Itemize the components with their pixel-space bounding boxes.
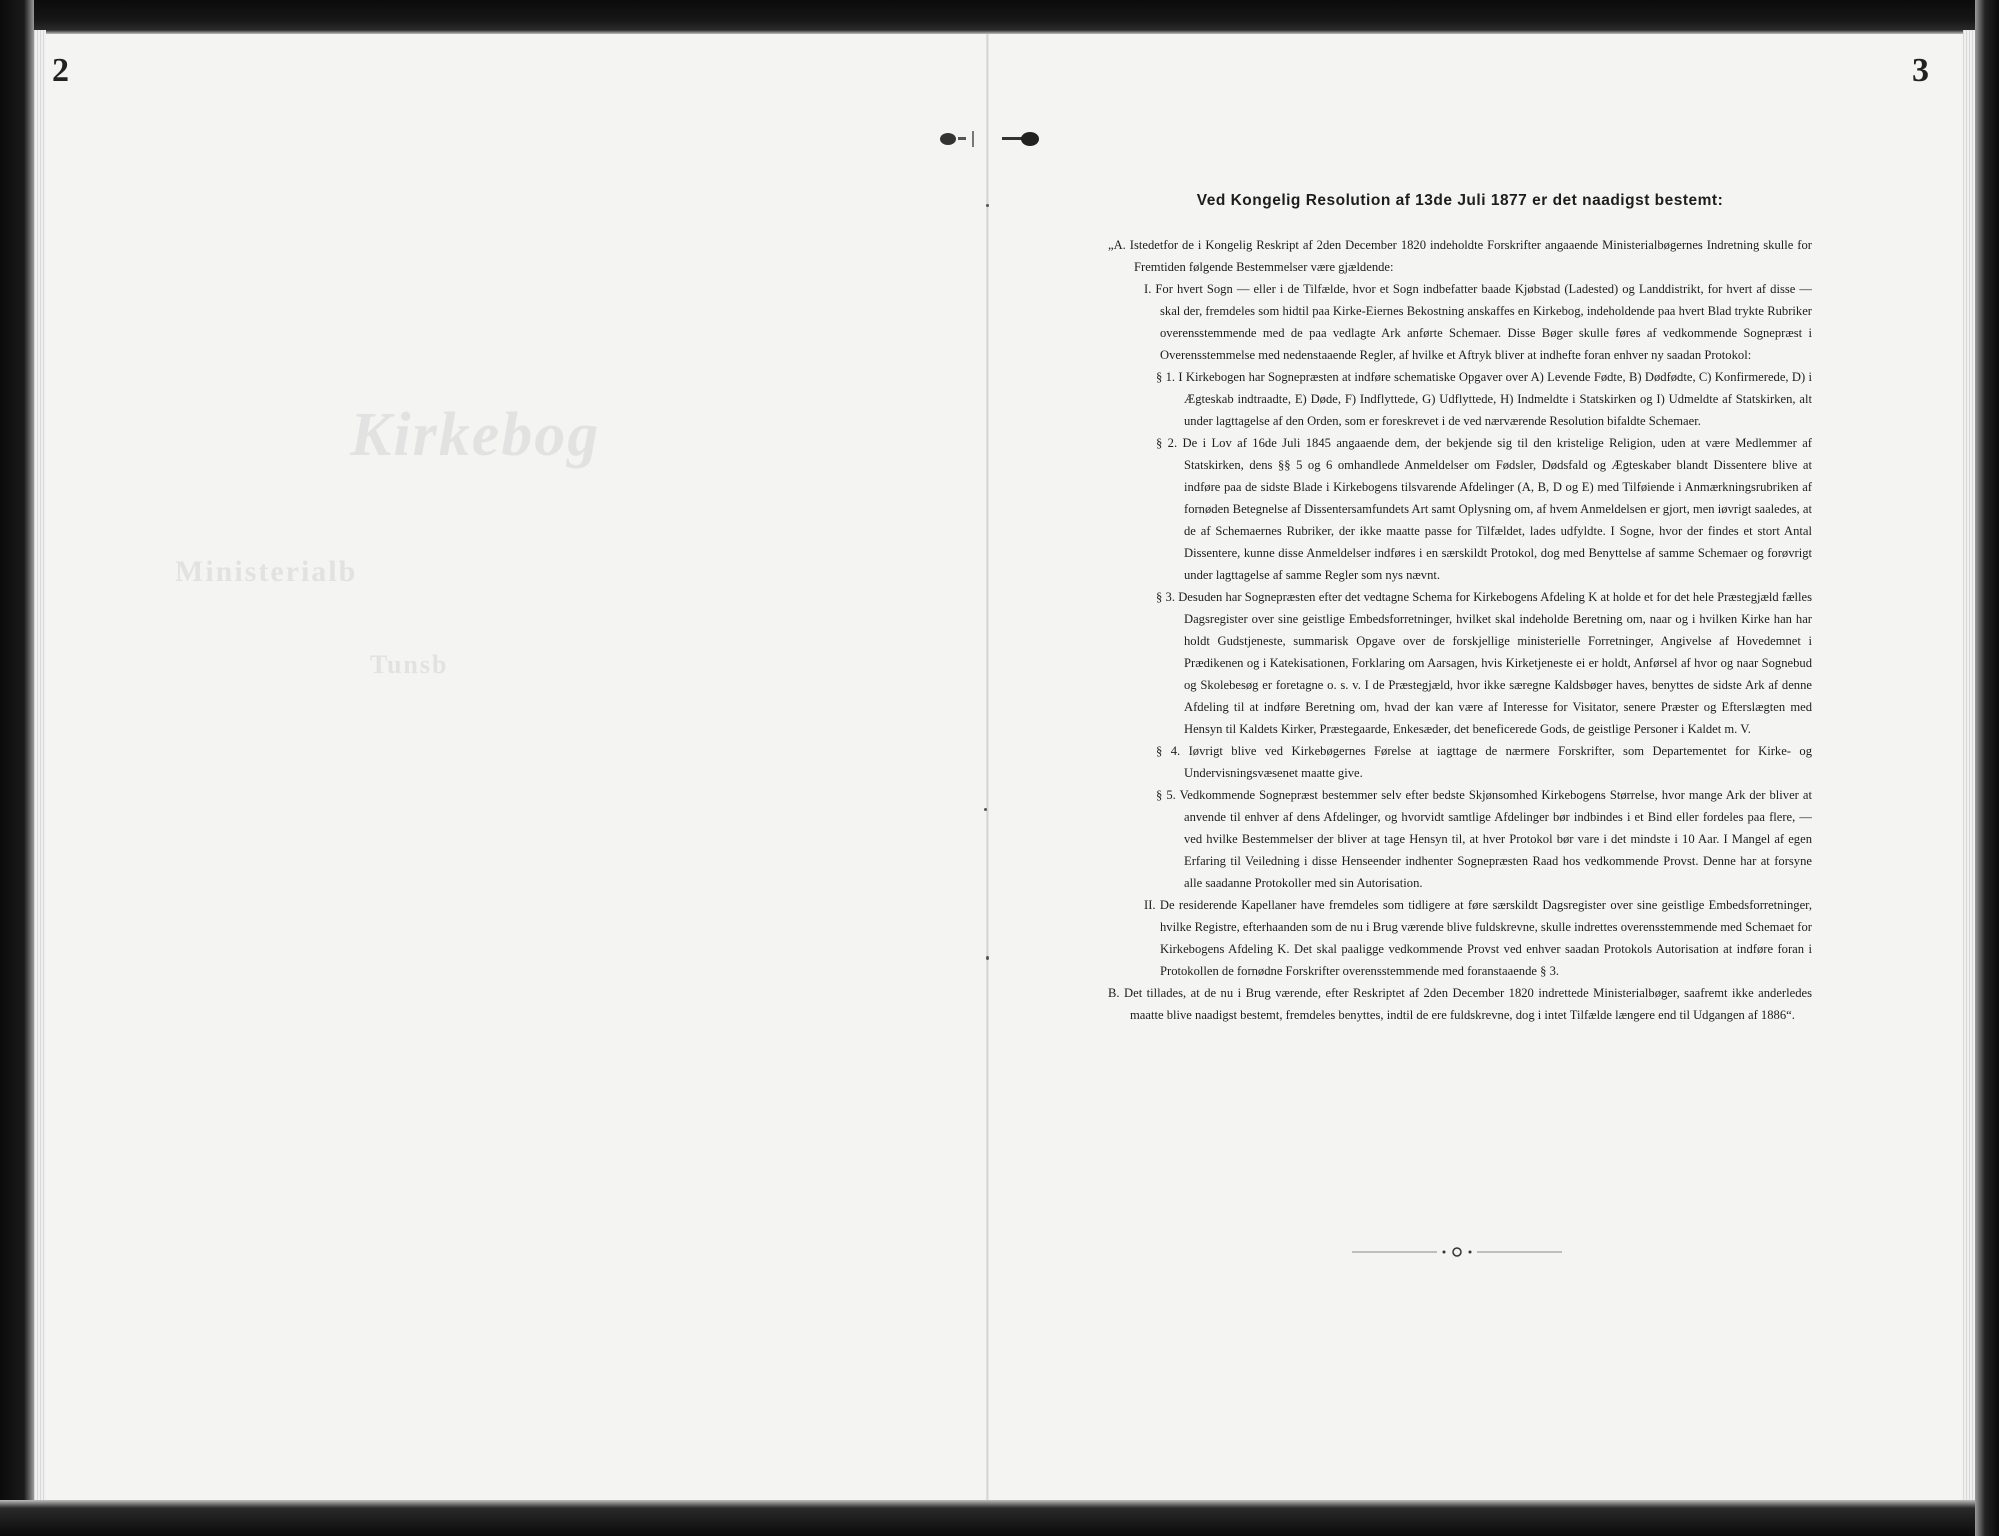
closing-ornament-icon bbox=[1352, 1244, 1562, 1260]
book-gutter bbox=[986, 34, 989, 1500]
section-a: „A. Istedetfor de i Kongelig Reskript af 2den December 1820 indeholdte Forskrifter angaaende Ministerialbøgernes Indretning skulle for Fremtiden følgende Bestemmelser være gjældende: bbox=[1108, 238, 1812, 274]
paragraph-4: § 4. Iøvrigt blive ved Kirkebøgernes Førelse at iagttage de nærmere Forskrifter, som Departementet for Kirke- og Undervisningsvæsenet maatte give. bbox=[1156, 744, 1812, 780]
paragraph-5: § 5. Vedkommende Sognepræst bestemmer selv efter bedste Skjønsomhed Kirkebogens Størrelse, hvor mange Ark der bliver at anvende til enhver af dens Afdelinger, og hvorvidt samtlige Afdelinger bør indbindes i et Bind eller fordeles paa flere, — ved hvilke Bestemmelser der bliver at tage Hensyn til, at hver Protokol bør vare i det mindste i 10 Aar. I Mangel af egen Erfaring til Veiledning i disse Henseender indhenter Sognepræsten Raad hos vedkommende Provst. Denne har at forsyne alle saadanne Protokoller med sin Autorisation. bbox=[1156, 788, 1812, 890]
scan-border-top bbox=[0, 0, 1999, 34]
resolution-heading: Ved Kongelig Resolution af 13de Juli 1877 er det naadigst bestemt: bbox=[1196, 192, 1724, 209]
paragraph-2: § 2. De i Lov af 16de Juli 1845 angaaende dem, der bekjende sig til den kristelige Religion, uden at være Medlemmer af Statskirken, dens §§ 5 og 6 omhandlede Anmeldelser om Fødsler, Dødsfald og Ægteskaber blandt Dissentere blive at indføre paa de sidste Blade i Kirkebogens tilsvarende Afdelinger (A, B, D og E) med Tilføiende i Anmærkningsrubriken af fornøden Betegnelse af Dissentersamfundets Art samt Oplysning om, af hvem Anmeldelsen er gjort, men iøvrigt saaledes, at de af Schemaernes Rubriker, der ikke maatte passe for Tilfældet, lades udfyldte. I Sogne, hvor der findes et stort Antal Dissentere, kunne disse Anmeldelser indføres i en særskildt Protokol, dog med Benyttelse af samme Schemaer og forøvrigt under lagttagelse af samme Regler som nys nævnt. bbox=[1156, 436, 1812, 582]
bleed-through-title: Kirkebog bbox=[350, 401, 601, 469]
scan-border-left bbox=[0, 0, 34, 1536]
right-page-stack bbox=[1963, 30, 1975, 1500]
bleed-through-line-1: Ministerialb bbox=[175, 555, 358, 588]
paragraph-3: § 3. Desuden har Sognepræsten efter det vedtagne Schema for Kirkebogens Afdeling K at holde et for det hele Præstegjæld fælles Dagsregister over sine geistlige Embedsforretninger, hvilket skal indeholde Beretning om, naar og i hvilken Kirke han har holdt Gudstjeneste, summarisk Opgave over de forskjellige ministerielle Forretninger, Angivelse af Hovedemnet i Prædikenen og i Katekisationen, Forklaring om Aarsagen, hvis Kirketjeneste ei er holdt, Anførsel af hvor og naar Sognebud og Skolebesøg er foretagne o. s. v. I de Præstegjæld, hvor ikke særegne Kaldsbøger haves, benyttes de sidste Ark af denne Afdeling til at indføre Beretning om, hvad der kan være af Interesse for Visitator, senere Præster og Efterslægten med Hensyn til Kaldets Kirker, Præstegaarde, Enkesæder, det beneficerede Gods, de geistlige Personer i Kaldet m. V. bbox=[1156, 590, 1812, 736]
left-page-stack bbox=[34, 30, 46, 1500]
paragraph-1: § 1. I Kirkebogen har Sognepræsten at indføre schematiske Opgaver over A) Levende Fødte, B) Dødfødte, C) Konfirmerede, D) i Ægteskab indtraadte, E) Døde, F) Indflyttede, G) Udflyttede, H) Indmeldte i Statskirken og I) Udmeldte af Statskirken, alt under lagttagelse af den Orden, som er foreskrevet i de ved nærværende Resolution bifaldte Schemaer. bbox=[1156, 370, 1812, 428]
item-i: I. For hvert Sogn — eller i de Tilfælde, hvor et Sogn indbefatter baade Kjøbstad (Ladested) og Landdistrikt, for hvert af disse — skal der, fremdeles som hidtil paa Kirke-Eiernes Bekostning anskaffes en Kirkebog, indeholdende paa hvert Blad trykte Rubriker overensstemmende med de paa vedlagte Ark anførte Schemaer. Disse Bøger skulle føres af vedkommende Sognepræst i Overensstemmelse med nedenstaaende Regler, af hvilke et Aftryk bliver at indhefte foran enhver ny saadan Protokol: bbox=[1144, 282, 1812, 362]
bleed-through-line-2: Tunsb bbox=[370, 650, 449, 679]
scan-border-right bbox=[1975, 0, 1999, 1536]
royal-resolution-text bbox=[1108, 190, 1812, 1026]
right-page-number: 3 bbox=[1912, 52, 1929, 89]
scan-border-bottom bbox=[0, 1500, 1999, 1536]
binding-clip-ornament-icon bbox=[936, 128, 1046, 150]
section-b: B. Det tillades, at de nu i Brug værende, efter Reskriptet af 2den December 1820 indrettede Ministerialbøger, saafremt ikke anderledes maatte blive naadigst bestemt, fremdeles benyttes, indtil de ere fuldskrevne, dog i intet Tilfælde længere end til Udgangen af 1886“. bbox=[1108, 986, 1812, 1022]
item-ii: II. De residerende Kapellaner have fremdeles som tidligere at føre særskildt Dagsregister over sine geistlige Embedsforretninger, hvilke Registre, efterhaanden som de nu i Brug værende blive fuldskrevne, skulle indrettes overensstemmende med Schemaet for Kirkebogens Afdeling K. Det skal paaligge vedkommende Provst ved enhver saadan Protokols Autorisation at indføre foran i Protokollen de fornødne Forskrifter overensstemmende med foranstaaende § 3. bbox=[1144, 898, 1812, 978]
left-page-number: 2 bbox=[52, 52, 69, 89]
